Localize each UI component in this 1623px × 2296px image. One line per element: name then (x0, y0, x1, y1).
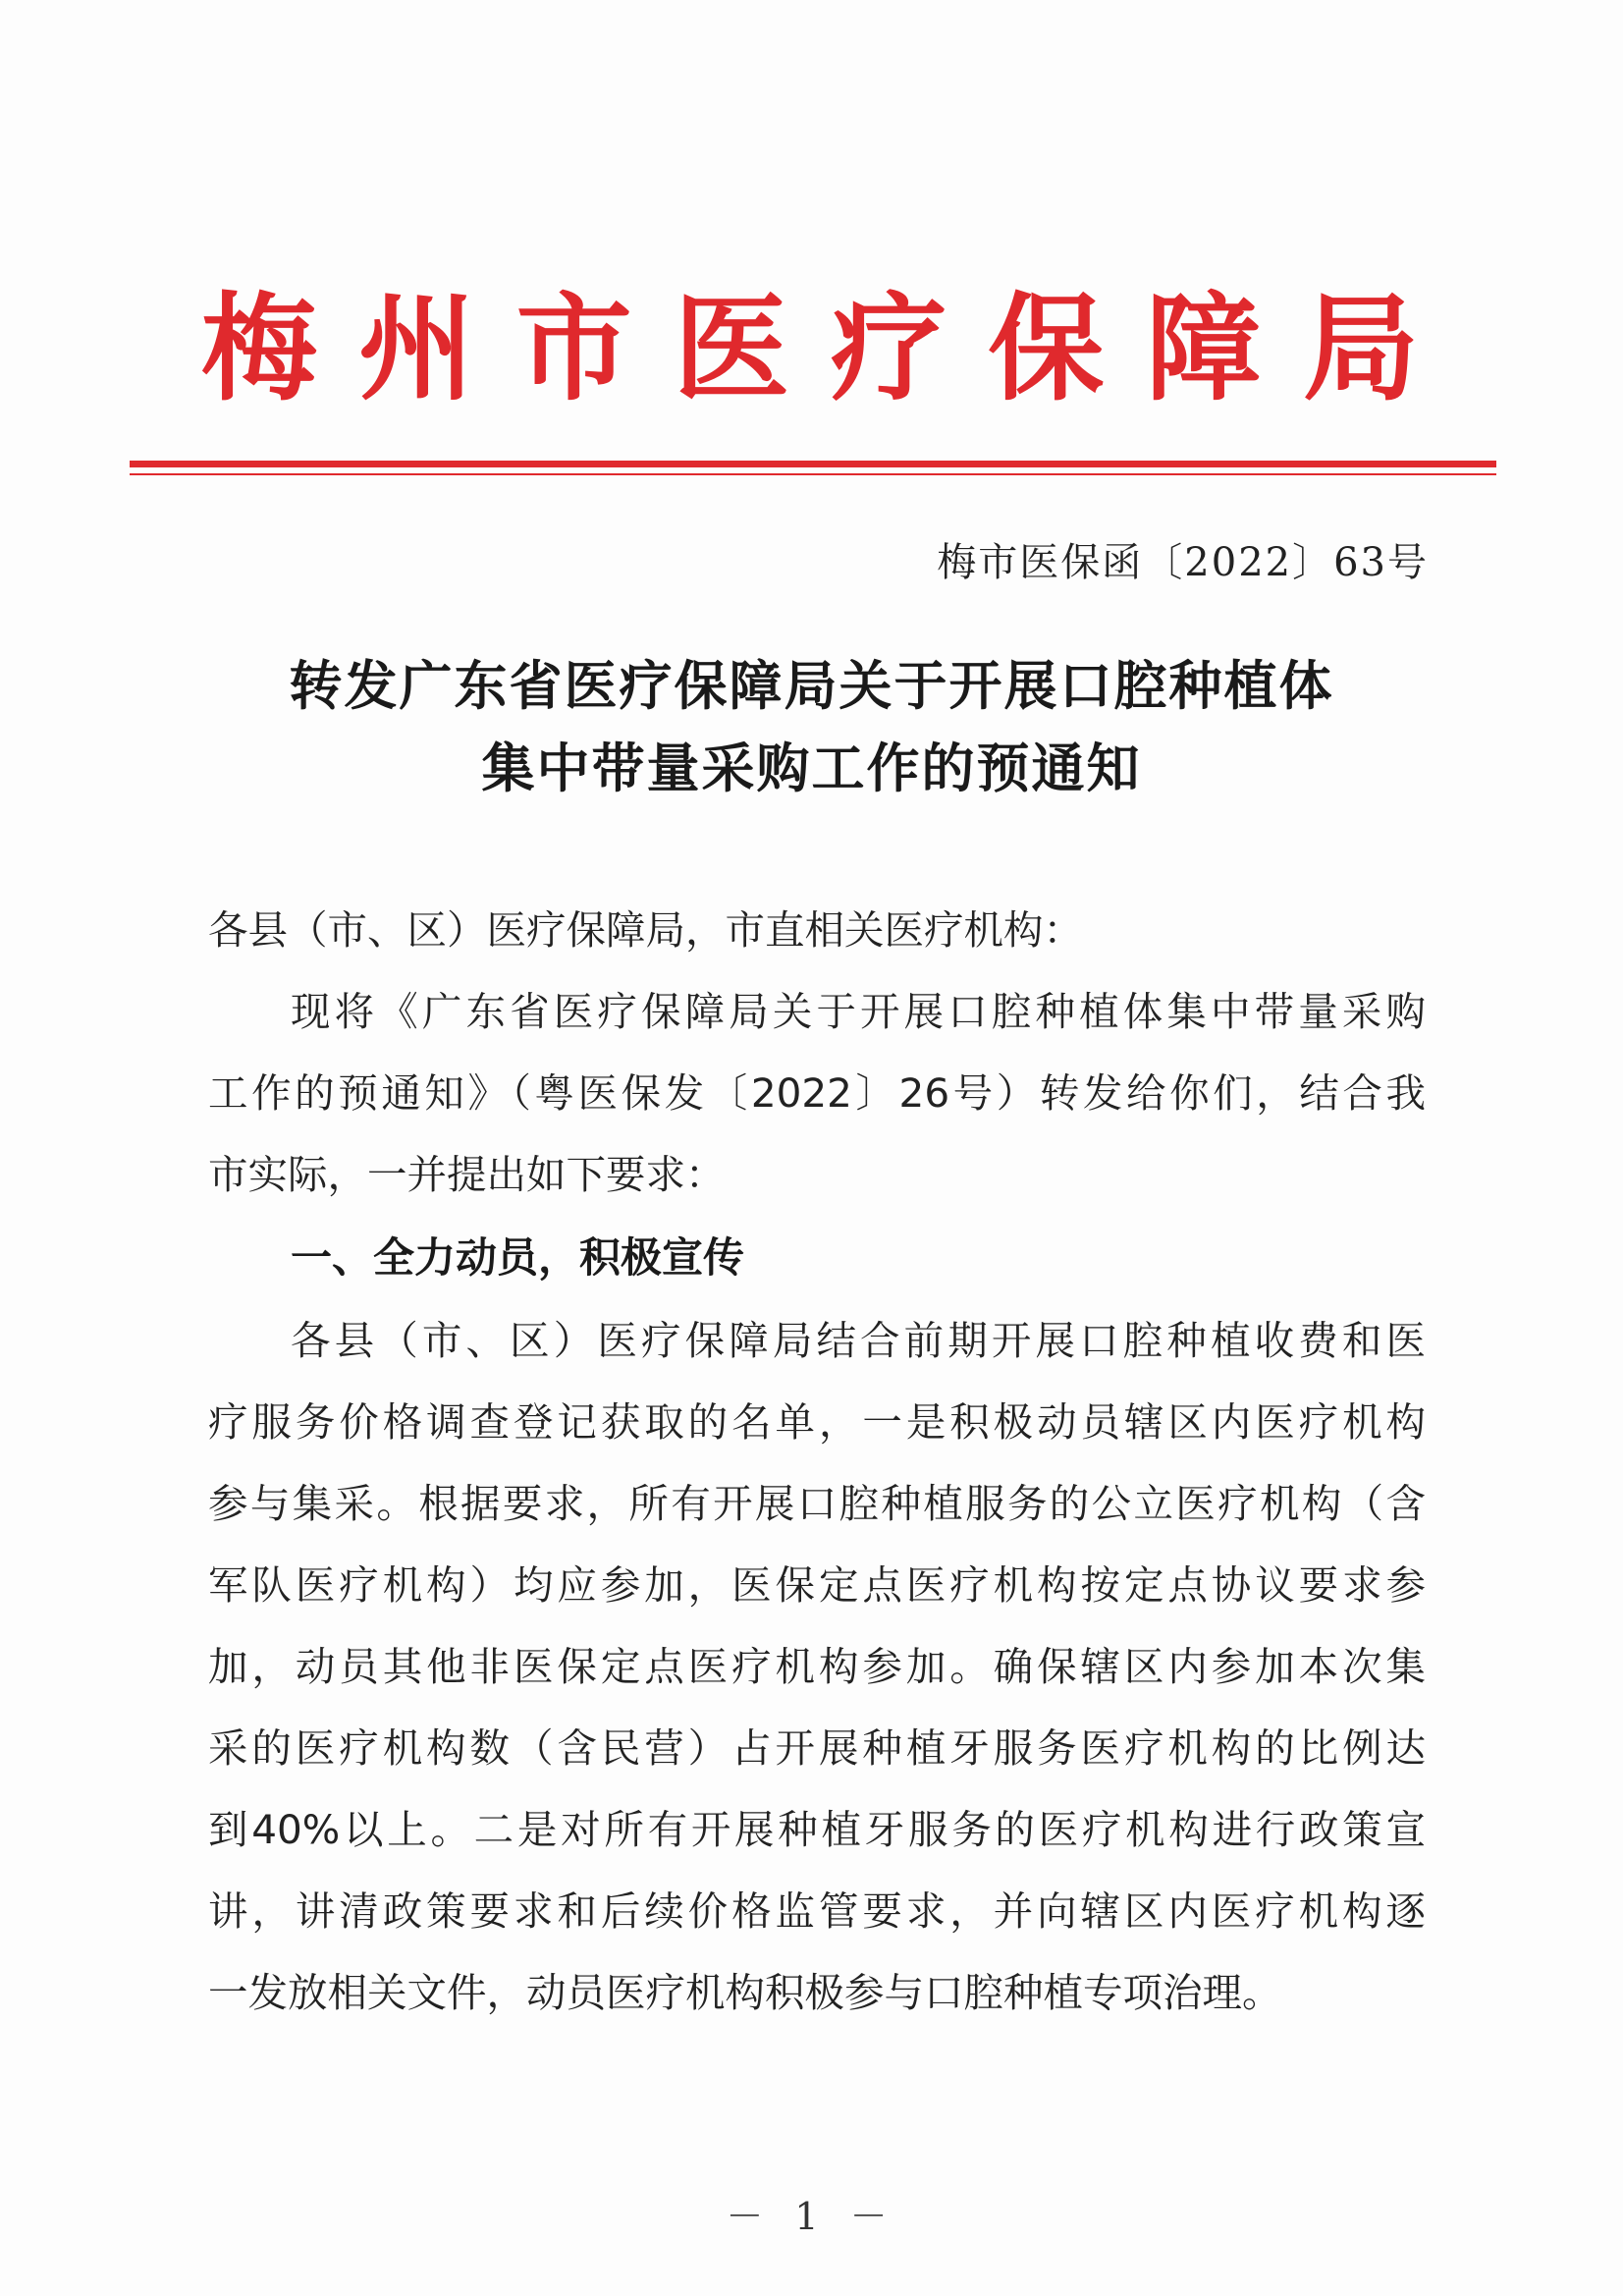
section-heading: 一、全力动员，积极宣传 (291, 1233, 745, 1282)
body-line: 疗服务价格调查登记获取的名单，一是积极动员辖区内医疗机构 (208, 1398, 1426, 1446)
body-line: 军队医疗机构）均应参加，医保定点医疗机构按定点协议要求参 (208, 1561, 1426, 1609)
salutation: 各县（市、区）医疗保障局，市直相关医疗机构： (208, 906, 1083, 954)
document-title-line-1: 转发广东省医疗保障局关于开展口腔种植体 (289, 654, 1334, 717)
document-number: 梅市医保函〔2022〕63号 (937, 540, 1429, 585)
letterhead-character: 梅 (201, 281, 318, 416)
letterhead-thick-rule (130, 461, 1496, 467)
body-line: 加，动员其他非医保定点医疗机构参加。确保辖区内参加本次集 (208, 1643, 1426, 1690)
body-line: 讲，讲清政策要求和后续价格监管要求，并向辖区内医疗机构逐 (208, 1887, 1426, 1935)
letterhead-character: 市 (515, 281, 632, 416)
body-line: 到40%以上。二是对所有开展种植牙服务的医疗机构进行政策宣 (208, 1806, 1426, 1853)
body-line: 采的医疗机构数（含民营）占开展种植牙服务医疗机构的比例达 (208, 1724, 1426, 1772)
page-number: － 1 － (726, 2195, 897, 2238)
body-line: 各县（市、区）医疗保障局结合前期开展口腔种植收费和医 (291, 1317, 1426, 1364)
intro-line: 现将《广东省医疗保障局关于开展口腔种植体集中带量采购 (291, 988, 1426, 1035)
letterhead-character: 疗 (831, 281, 947, 416)
letterhead-character: 医 (673, 281, 789, 416)
letterhead (201, 280, 1419, 417)
letterhead-character: 障 (1145, 281, 1262, 416)
intro-line: 市实际，一并提出如下要求： (208, 1151, 726, 1198)
letterhead-character: 局 (1302, 281, 1419, 416)
body-line: 一发放相关文件，动员医疗机构积极参与口腔种植专项治理。 (208, 1969, 1282, 2016)
letterhead-thin-rule (130, 473, 1496, 475)
letterhead-character: 州 (358, 281, 475, 416)
intro-line: 工作的预通知》（粤医保发〔2022〕26号）转发给你们，结合我 (208, 1069, 1426, 1117)
body-line: 参与集采。根据要求，所有开展口腔种植服务的公立医疗机构（含 (208, 1480, 1426, 1527)
document-title-line-2: 集中带量采购工作的预通知 (481, 737, 1142, 799)
letterhead-character: 保 (988, 281, 1105, 416)
